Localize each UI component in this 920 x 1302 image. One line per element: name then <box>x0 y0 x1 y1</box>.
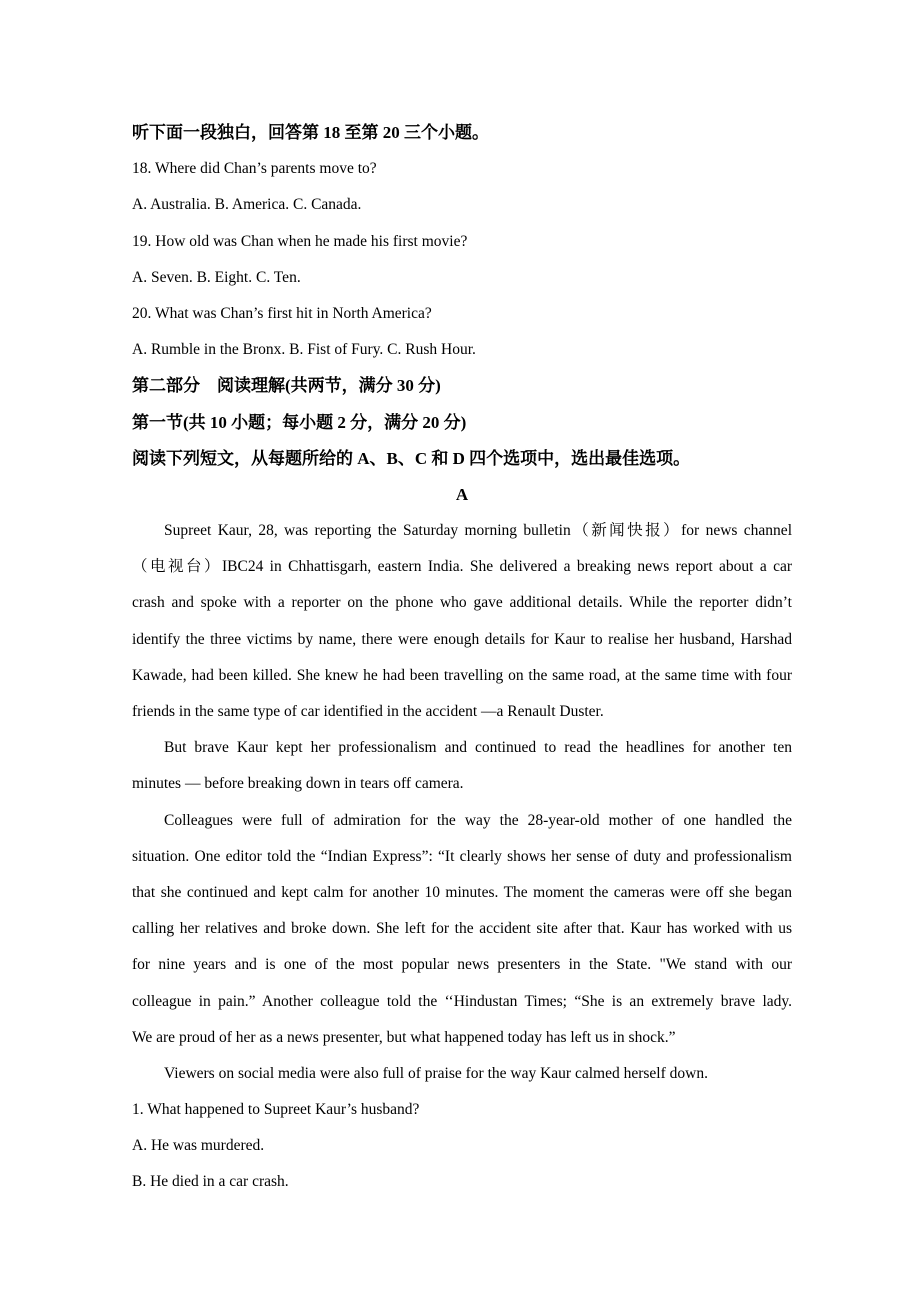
paragraph-line: But brave Kaur kept her professionalism and continued to read the headlines for another ten <box>164 739 792 757</box>
passage-label: A <box>455 484 469 504</box>
paragraph-line: crash and spoke with a reporter on the phone who gave additional details. While the reporter didn’t <box>132 594 792 612</box>
question-19-options: A. Seven. B. Eight. C. Ten. <box>132 268 301 286</box>
part-two-title: 第二部分 阅读理解(共两节，满分 30 分) <box>132 376 441 396</box>
exam-page <box>132 115 792 1201</box>
listening-instruction: 听下面一段独白，回答第 18 至第 20 三个小题。 <box>132 123 489 142</box>
paragraph-line: situation. One editor told the “Indian Express”: “It clearly shows her sense of duty and professionalism <box>132 847 792 865</box>
question-1-option-a: A. He was murdered. <box>132 1137 265 1155</box>
section-one-title: 第一节(共 10 小题；每小题 2 分，满分 20 分) <box>132 412 467 432</box>
paragraph-line: Kawade, had been killed. She knew he had been travelling on the same road, at the same time with four <box>132 666 792 684</box>
question-1-option-b: B. He died in a car crash. <box>132 1173 289 1191</box>
question-20: 20. What was Chan’s first hit in North America? <box>132 304 432 322</box>
paragraph-line: that she continued and kept calm for another 10 minutes. The moment the cameras were off she began <box>132 883 792 901</box>
paragraph-line: minutes — before breaking down in tears off camera. <box>132 775 464 793</box>
question-1: 1. What happened to Supreet Kaur’s husband? <box>132 1101 420 1119</box>
question-19: 19. How old was Chan when he made his first movie? <box>132 232 468 250</box>
paragraph-line: We are proud of her as a news presenter, but what happened today has left us in shock.” <box>132 1028 676 1046</box>
paragraph-line: calling her relatives and broke down. She left for the accident site after that. Kaur has worked with us <box>132 920 792 938</box>
paragraph-line: Colleagues were full of admiration for the way the 28-year-old mother of one handled the <box>164 811 792 829</box>
reading-instruction: 阅读下列短文，从每题所给的 A、B、C 和 D 四个选项中，选出最佳选项。 <box>132 448 691 468</box>
question-18: 18. Where did Chan’s parents move to? <box>132 160 377 178</box>
paragraph-line: colleague in pain.” Another colleague told the ‘‘Hindustan Times; “She is an extremely brave lady. <box>132 992 792 1010</box>
paragraph-line: friends in the same type of car identified in the accident —a Renault Duster. <box>132 703 604 720</box>
paragraph-line: （电视台）IBC24 in Chhattisgarh, eastern India. She delivered a breaking news report about a car <box>132 558 792 576</box>
paragraph-1 <box>132 513 792 730</box>
paragraph-line: identify the three victims by name, there were enough details for Kaur to realise her husband, Harshad <box>132 630 792 648</box>
question-20-options: A. Rumble in the Bronx. B. Fist of Fury. C. Rush Hour. <box>132 341 476 359</box>
paragraph-line: Viewers on social media were also full of praise for the way Kaur calmed herself down. <box>164 1064 708 1082</box>
paragraph-3 <box>132 803 792 1056</box>
question-18-options: A. Australia. B. America. C. Canada. <box>132 196 362 214</box>
paragraph-2 <box>132 730 792 802</box>
paragraph-4 <box>132 1056 792 1092</box>
paragraph-line: for nine years and is one of the most popular news presenters in the State. "We stand with our <box>132 956 792 974</box>
paragraph-line: Supreet Kaur, 28, was reporting the Saturday morning bulletin（新闻快报）for news channel <box>164 522 792 540</box>
